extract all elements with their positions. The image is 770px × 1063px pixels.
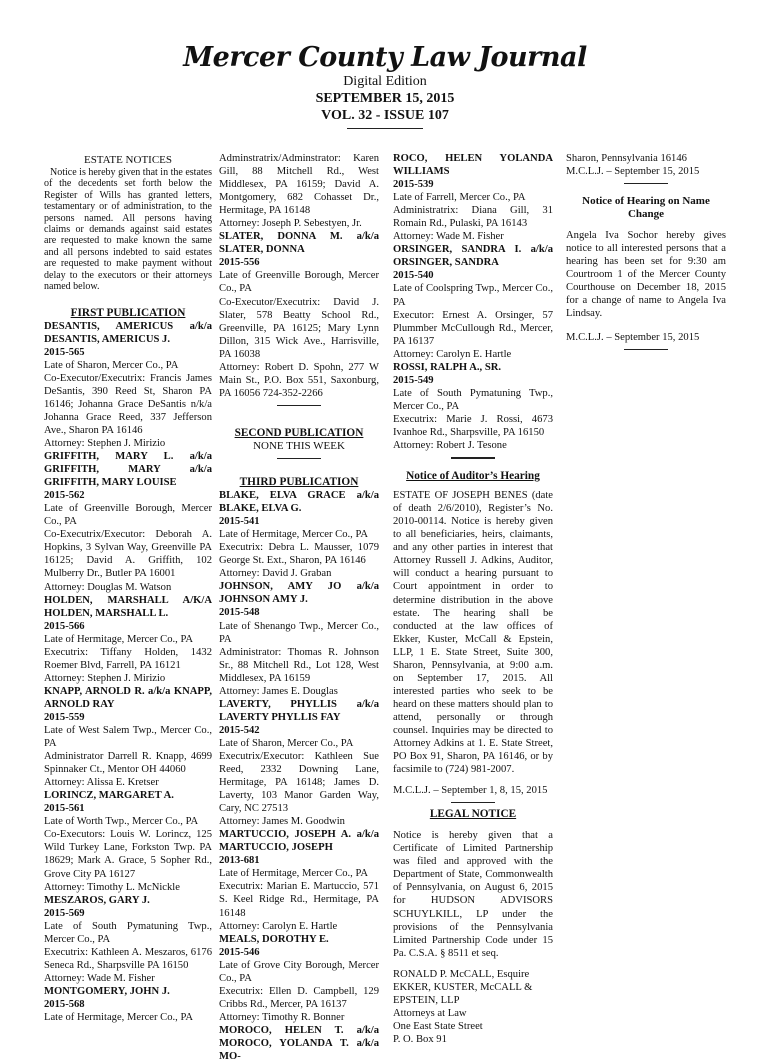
entry-detail: Attorney: Timothy L. McNickle [44, 881, 180, 893]
entry-detail: Attorney: Robert D. Spohn, 277 W Main St., P.O. Box 551, Saxonburg, PA 16056 724-352-2266 [219, 361, 379, 399]
entry-name: LAVERTY, PHYLLIS a/k/a LAVERTY PHYLLIS FAY [219, 698, 379, 723]
entry-number: 2015-548 [219, 607, 260, 619]
text-line: One East State Street [393, 1020, 483, 1032]
continued-entry-attorney: Attorney: Joseph P. Sebestyen, Jr. [219, 218, 362, 230]
text-line: M.C.L.J. – September 15, 2015 [566, 166, 700, 178]
entry-number: 2015-562 [44, 490, 85, 502]
entry-detail: Co-Executor/Executrix: David J. Slater, 578 Beatty School Rd., Greenville, PA 16125; Mary Lynn Dillon, 315 Wick Ave., Harrisville, PA 16038 [219, 296, 379, 360]
second-publication-none: NONE THIS WEEK [253, 439, 345, 452]
entry-residence: Late of Sharon, Mercer Co., PA [44, 359, 179, 371]
auditor-hearing-mclj: M.C.L.J. – September 1, 8, 15, 2015 [393, 785, 548, 797]
column-4 [566, 152, 726, 1012]
entry-residence: Late of Worth Twp., Mercer Co., PA [44, 816, 199, 828]
entry-name: JOHNSON, AMY JO a/k/a JOHNSON AMY J. [219, 581, 379, 606]
entry-detail: Attorney: James M. Goodwin [219, 816, 345, 828]
entry-detail: Attorney: Douglas M. Watson [44, 581, 172, 593]
entry-detail: Administrator Darrell R. Knapp, 4699 Spinnaker Ct., Mentor OH 44060 [44, 751, 212, 776]
entry-detail: Administratrix: Diana Gill, 31 Romain Rd., Pulaski, PA 16143 [393, 205, 553, 230]
entry-detail: Executrix: Kathleen A. Meszaros, 6176 Seneca Rd., Sharpsville PA 16150 [44, 946, 212, 971]
entry-residence: Late of South Pymatuning Twp., Mercer Co., PA [44, 920, 212, 945]
entry-detail: Co-Executors: Louis W. Lorincz, 125 Wild Turkey Lane, Forkston Twp. PA 18629; Mark A. Grace, 5 Sopher Rd., Grove City PA 16127 [44, 829, 212, 880]
estate-notices-intro: Notice is hereby given that in the estates of the decedents set forth below the Register of Wills has granted letters, testamentary or of administration, to the persons named. All persons having claims or demands against said estates are requested to make known the same and all persons indebted to said estates are requested to make payment without delay to the executors or their attorneys named below. [44, 167, 212, 293]
section-rule [624, 183, 668, 184]
entry-detail: Attorney: David J. Graban [219, 568, 332, 580]
entry-detail: Executor: Ernest A. Orsinger, 57 Plummber McCullough Rd., Mercer, PA 16137 [393, 309, 553, 347]
entry-detail: Attorney: Wade M. Fisher [44, 972, 155, 984]
entry-name: BLAKE, ELVA GRACE a/k/a BLAKE, ELVA G. [219, 490, 379, 515]
section-rule [277, 458, 321, 459]
entry-detail: Attorney: Robert J. Tesone [393, 440, 507, 452]
entry-number: 2015-568 [44, 999, 85, 1010]
entry-name: MARTUCCIO, JOSEPH A. a/k/a MARTUCCIO, JOSEPH [219, 829, 379, 854]
entry-detail: Executrix: Debra L. Mausser, 1079 George St. Ext., Sharon, PA 16146 [219, 542, 379, 567]
first-publication-entries-cont [219, 230, 379, 400]
column-2 [219, 152, 379, 1063]
entry-name: DESANTIS, AMERICUS a/k/a DESANTIS, AMERICUS J. [44, 320, 212, 345]
auditor-hearing-text: ESTATE OF JOSEPH BENES (date of death 2/6/2010), Register’s No. 2010-00114. Notice is hereby given to all beneficiaries, heirs, claimants, and any other parties in interest that Attorney Russell J. Adkins, Auditor, will conduct a hearing pursuant to Court appointment in order to determine distribution in the above estate. The hearing shall be conducted at the law offices of Ekker, Kuster, McCall & Epstein, LLP, 1 E. State Street, Suite 300, Sharon, Pennsylvania, at 9:00 a.m. on September 17, 2015. All interested parties who seek to be heard on these matters should plan to attend, personally or through counsel. Inquiries may be directed to Attorney Adkins at 1. E. State Street, PO Box 91, Sharon, PA 16146, or by facsimile to (724) 981-2007. [393, 490, 553, 776]
issue-date: SEPTEMBER 15, 2015 [315, 91, 455, 106]
entry-number: 2015-565 [44, 346, 85, 358]
entry-name: LORINCZ, MARGARET A. [44, 790, 174, 802]
entry-detail: Co-Executor/Executrix: Francis James DeSantis, 390 Reed St, Sharon PA 16146; Johanna Grace DeSantis n/k/a Johanna Grace Reed, 337 Jefferson Ave., Sharon PA 16146 [44, 372, 212, 436]
section-rule [451, 457, 495, 459]
entry-name: HOLDEN, MARSHALL A/K/A HOLDEN, MARSHALL L. [44, 594, 212, 619]
entry-detail: Administrator: Thomas R. Johnson Sr., 88 Mitchell Rd., Lot 128, West Middlesex, PA 16159 [219, 646, 379, 684]
entry-detail: Executrix: Ellen D. Campbell, 129 Cribbs Rd., Mercer, PA 16137 [219, 985, 379, 1010]
entry-number: 2015-542 [219, 724, 260, 736]
entry-detail: Attorney: Wade M. Fisher [393, 231, 504, 243]
entry-number: 2015-540 [393, 270, 434, 282]
entry-number: 2015-559 [44, 711, 85, 723]
entry-name: MONTGOMERY, JOHN J. [44, 985, 170, 997]
name-change-heading: Notice of Hearing on Name Change [582, 195, 710, 221]
masthead [0, 42, 770, 129]
entry-name: MESZAROS, GARY J. [44, 894, 150, 906]
entry-residence: Late of Hermitage, Mercer Co., PA [219, 868, 369, 880]
entry-residence: Late of Greenville Borough, Mercer Co., PA [219, 270, 379, 295]
entry-name: ROSSI, RALPH A., SR. [393, 361, 502, 373]
entry-detail: Executrix: Marian E. Martuccio, 571 S. Keel Ridge Rd., Hermitage, PA 16148 [219, 881, 379, 919]
legal-notice-heading: LEGAL NOTICE [429, 808, 517, 821]
entry-number: 2015-549 [393, 374, 434, 386]
entry-number: 2015-539 [393, 179, 434, 191]
entry-name: KNAPP, ARNOLD R. a/k/a KNAPP, ARNOLD RAY [44, 685, 212, 710]
entry-number: 2013-681 [219, 855, 260, 867]
volume-issue: VOL. 32 - ISSUE 107 [321, 108, 449, 123]
legal-notice-signature-cont [566, 152, 726, 178]
name-change-text: Angela Iva Sochor hereby gives notice to all interested persons that a hearing has been set for 9:30 am Courtroom 1 of the Mercer County Courthouse on December 18, 2015 for a change of name to Angela Iva Lindsay. [566, 230, 726, 320]
entry-residence: Late of Farrell, Mercer Co., PA [393, 192, 526, 204]
third-publication-entries-cont [393, 152, 553, 452]
entry-detail: Attorney: Stephen J. Mirizio [44, 672, 166, 684]
text-line: EPSTEIN, LLP [393, 994, 460, 1006]
second-publication-heading: SECOND PUBLICATION [234, 426, 364, 439]
entry-detail: Attorney: James E. Douglas [219, 685, 338, 697]
name-change-mclj: M.C.L.J. – September 15, 2015 [566, 331, 700, 343]
entry-residence: Late of Sharon, Mercer Co., PA [219, 737, 354, 749]
entry-number: 2015-541 [219, 516, 260, 528]
entry-detail: Executrix: Marie J. Rossi, 4673 Ivanhoe Rd., Sharpsville, PA 16150 [393, 413, 553, 438]
continued-entry-text: Adminstratrix/Adminstrator: Karen Gill, 88 Mitchell Rd., West Middlesex, PA 16159; David A. Montgomery, 682 Cohasset Dr., Hermitage, PA 16148 [219, 153, 379, 217]
column-3 [393, 152, 553, 1045]
entry-residence: Late of West Salem Twp., Mercer Co., PA [44, 725, 212, 750]
entry-name: SLATER, DONNA M. a/k/a SLATER, DONNA [219, 231, 379, 256]
section-rule [451, 802, 495, 803]
section-rule [277, 405, 321, 406]
third-publication-entries [219, 489, 379, 1024]
entry-residence: Late of Grove City Borough, Mercer Co., PA [219, 959, 379, 984]
entry-name: MEALS, DOROTHY E. [219, 933, 329, 945]
entry-detail: Attorney: Alissa E. Kretser [44, 777, 159, 789]
entry-detail: Attorney: Stephen J. Mirizio [44, 437, 166, 449]
first-publication-entries [44, 320, 212, 1025]
entry-detail: Attorney: Timothy R. Bonner [219, 1011, 345, 1023]
entry-detail: Executrix/Executor: Kathleen Sue Reed, 2332 Downing Lane, Hermitage, PA 16148; James D. Laverty, 103 Manor Garden Way, Cary, NC 27513 [219, 750, 379, 815]
entry-detail: Attorney: Carolyn E. Hartle [393, 348, 512, 360]
estate-notices-heading: ESTATE NOTICES [83, 154, 173, 166]
entry-detail: Co-Executrix/Executor: Deborah A. Hopkins, 3 Sylvan Way, Greenville PA 16125; David A. Griffith, 102 Mulberry Dr., Butler PA 16001 [44, 529, 212, 580]
legal-notice-text: Notice is hereby given that a Certificate of Limited Partnership was filed and approved with the Department of State, Commonwealth of Pennsylvania, on August 6, 2015 for HUDSON ADVISORS SCHUYLKILL, LP under the provisions of the Pennsylvania Limited Partnership Code under 15 Pa. C.S.A. § 8511 et seq. [393, 830, 553, 959]
auditor-hearing-heading: Notice of Auditor’s Hearing [406, 470, 540, 483]
entry-number: 2015-546 [219, 946, 260, 958]
entry-number: 2015-561 [44, 803, 85, 815]
entry-residence: Late of Coolspring Twp., Mercer Co., PA [393, 283, 553, 308]
first-publication-heading: FIRST PUBLICATION [70, 306, 186, 319]
text-line: P. O. Box 91 [393, 1033, 447, 1045]
entry-detail: Executrix: Tiffany Holden, 1432 Roemer Blvd, Farrell, PA 16121 [44, 646, 212, 671]
entry-name: ROCO, HELEN YOLANDA WILLIAMS [393, 153, 553, 178]
third-publication-heading: THIRD PUBLICATION [239, 475, 359, 488]
entry-detail: Attorney: Carolyn E. Hartle [219, 920, 338, 932]
section-rule [624, 349, 668, 350]
entry-name: MOROCO, HELEN T. a/k/a MOROCO, YOLANDA T. a/k/a MO- [219, 1024, 379, 1063]
masthead-rule [347, 128, 423, 129]
entry-name: GRIFFITH, MARY L. a/k/a GRIFFITH, MARY a/k/a GRIFFITH, MARY LOUISE [44, 451, 212, 489]
entry-number: 2015-569 [44, 907, 85, 919]
entry-residence: Late of South Pymatuning Twp., Mercer Co., PA [393, 387, 553, 412]
text-line: Sharon, Pennsylvania 16146 [566, 153, 687, 164]
entry-number: 2015-566 [44, 620, 85, 632]
edition-label: Digital Edition [343, 74, 427, 89]
text-line: Attorneys at Law [393, 1007, 467, 1019]
text-line: RONALD P. McCALL, Esquire [393, 968, 530, 980]
journal-title: Mercer County Law Journal [183, 42, 587, 73]
entry-residence: Late of Shenango Twp., Mercer Co., PA [219, 620, 379, 645]
legal-notice-signature [393, 968, 553, 1046]
entry-residence: Late of Hermitage, Mercer Co., PA [44, 633, 194, 645]
text-line: EKKER, KUSTER, McCALL & [393, 981, 533, 993]
entry-residence: Late of Hermitage, Mercer Co., PA [219, 529, 369, 541]
entry-residence: Late of Hermitage, Mercer Co., PA [44, 1012, 194, 1024]
entry-name: ORSINGER, SANDRA I. a/k/a ORSINGER, SANDRA [393, 244, 553, 269]
entry-residence: Late of Greenville Borough, Mercer Co., PA [44, 503, 212, 528]
column-1 [44, 152, 212, 1024]
entry-number: 2015-556 [219, 257, 260, 269]
